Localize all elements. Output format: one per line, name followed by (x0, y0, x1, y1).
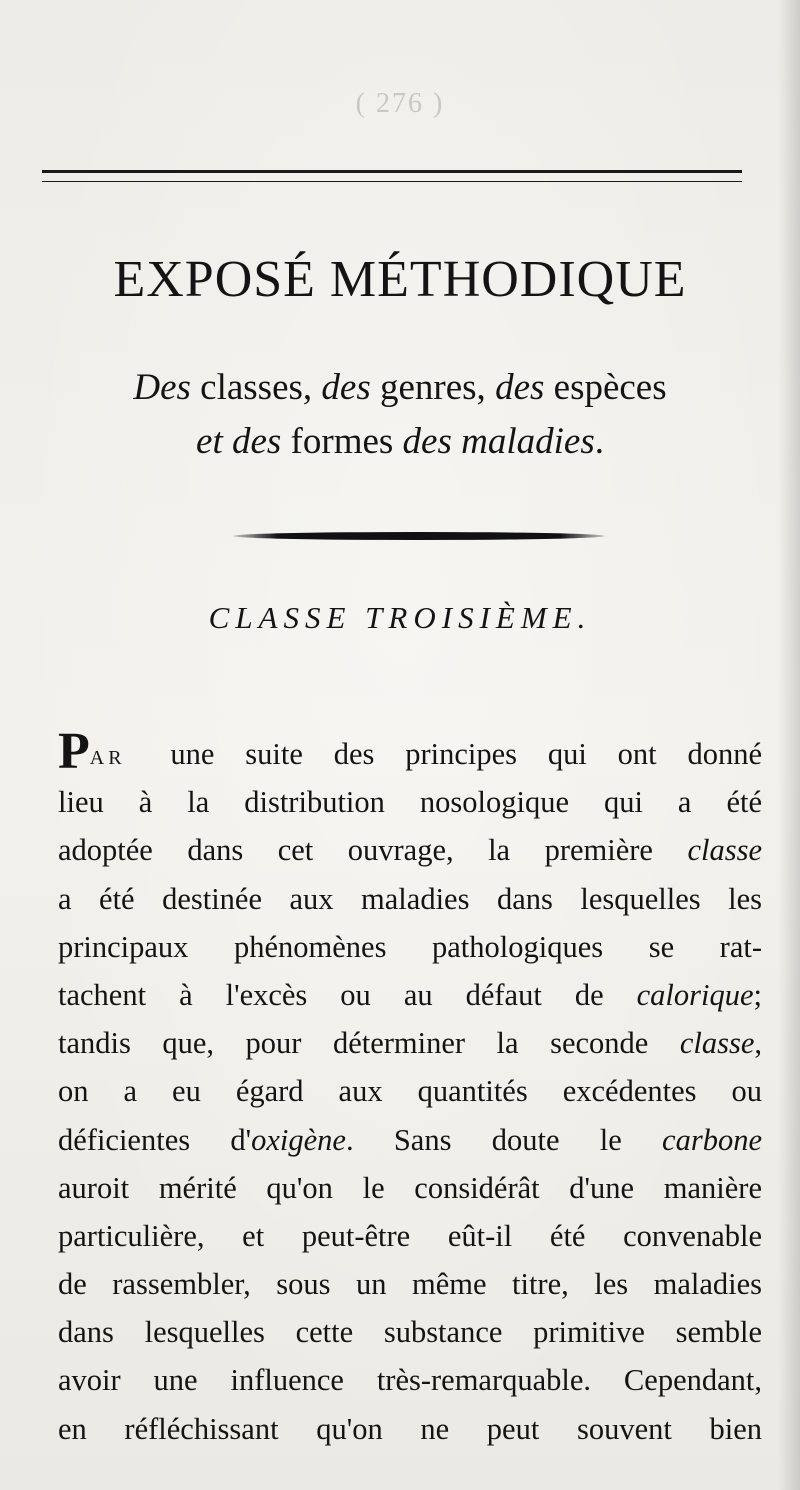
text-segment: adoptée dans cet ouvrage, la première (58, 833, 688, 868)
page-number: ( 276 ) (355, 88, 445, 119)
subtitle-word: des (495, 367, 545, 408)
text-line (58, 723, 762, 780)
text-line: particulière, et peut-être eût-il été convenable (58, 1218, 762, 1253)
text-segment-italic: classe (687, 833, 762, 868)
ornamental-rule (233, 532, 605, 540)
text-segment: déficientes d' (58, 1122, 252, 1157)
subtitle-word: des (321, 367, 371, 408)
text-line: avoir une influence très-remarquable. Cependant, (58, 1363, 762, 1398)
body-paragraph (58, 723, 762, 1453)
text-segment-italic: calorique (636, 977, 754, 1012)
main-title: EXPOSÉ MÉTHODIQUE (113, 251, 687, 308)
text-line: on a eu égard aux quantités excédentes ou (58, 1074, 762, 1109)
subtitle-word (223, 421, 232, 462)
text-segment: , (754, 1026, 762, 1061)
text-segment-italic: classe (679, 1026, 755, 1061)
subtitle-word: des (231, 421, 282, 462)
subtitle-line-1 (0, 366, 800, 409)
drop-cap-smallcaps: AR (89, 747, 126, 769)
text-line: a été destinée aux maladies dans lesquelles les (58, 881, 762, 916)
text-line: en réfléchissant qu'on ne peut souvent bien (58, 1411, 762, 1446)
text-line: principaux phénomènes pathologiques se rat- (58, 929, 762, 964)
text-segment: ; (753, 977, 762, 1012)
text-line (58, 1019, 762, 1067)
text-segment: tachent à l'excès ou au défaut de (58, 977, 637, 1012)
subtitle-word: et (196, 421, 223, 462)
text-line (58, 1116, 762, 1164)
text-segment: . Sans doute le (345, 1122, 663, 1157)
page-edge-shadow (778, 0, 800, 1490)
subtitle-word: formes (281, 421, 403, 462)
text-line: auroit mérité qu'on le considérât d'une manière (58, 1170, 762, 1205)
text-segment-italic: oxigène (251, 1122, 346, 1157)
text-segment-italic: carbone (662, 1122, 762, 1157)
drop-cap: P (58, 723, 90, 780)
subtitle-word: genres, (370, 367, 496, 408)
subtitle-word: . (594, 421, 604, 462)
subtitle-word: classes, (190, 367, 322, 408)
subtitle-line-2 (0, 420, 800, 463)
text-line (58, 826, 762, 874)
text-line: dans lesquelles cette substance primitive semble (58, 1315, 762, 1350)
subtitle-word: Des (133, 367, 191, 408)
text-segment: tandis que, pour déterminer la seconde (58, 1026, 680, 1061)
subtitle-word: espèces (544, 367, 667, 408)
text-line: lieu à la distribution nosologique qui a été (58, 785, 762, 820)
header-double-rule-bottom (42, 181, 742, 182)
section-heading: CLASSE TROISIÈME. (208, 600, 592, 635)
subtitle-word: des maladies (402, 421, 595, 462)
text-line: de rassembler, sous un même titre, les maladies (58, 1267, 762, 1302)
text-line (58, 971, 762, 1019)
header-double-rule-top (42, 170, 742, 173)
text-segment: une suite des principes qui ont donné (139, 737, 762, 771)
